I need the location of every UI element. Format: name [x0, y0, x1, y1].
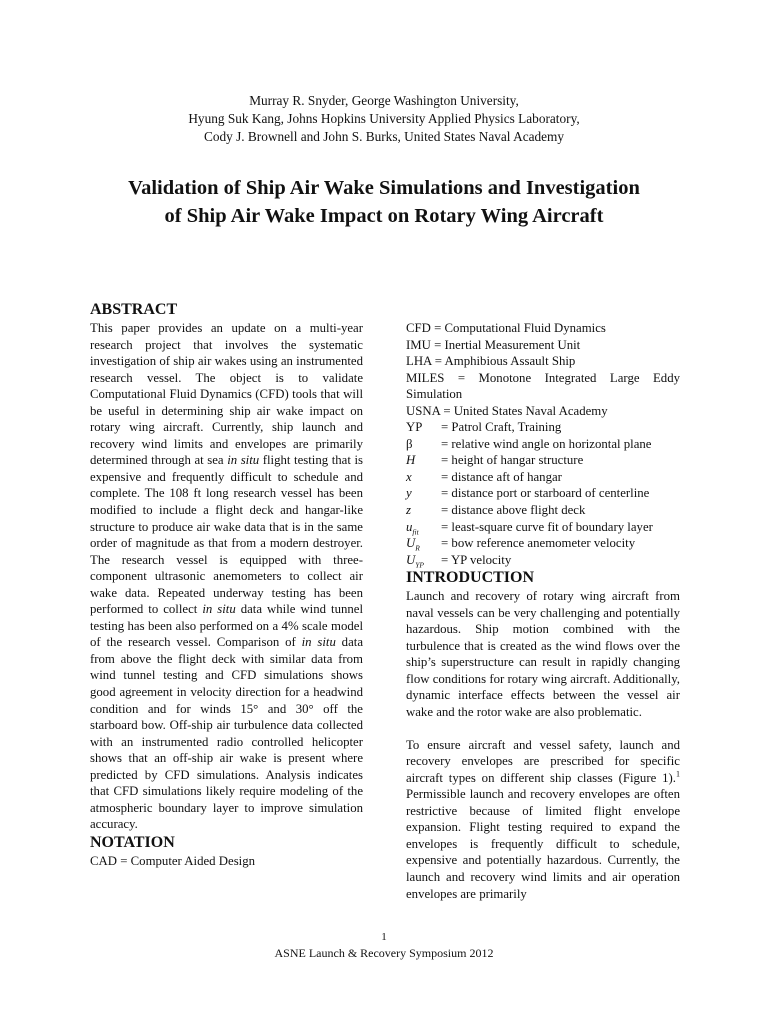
introduction-text-b: Permissible launch and recovery envelopes are often restrictive because of limited flight envelope expansion. Flight testing required to expand the envelopes is frequently difficult to schedule, expensive and potentially hazardous. Currently, the launch and recovery wind limits and air operation envelopes are primarily — [406, 787, 680, 901]
notation-cad: CAD = Computer Aided Design — [90, 853, 256, 868]
notation-definition: = height of hangar structure — [441, 453, 584, 468]
notation-term-subscript: YP — [415, 560, 425, 570]
page-number: 1 — [381, 931, 387, 943]
author-line-1: Murray R. Snyder, George Washington University, — [249, 93, 519, 108]
introduction-heading: INTRODUCTION — [406, 569, 535, 587]
author-line-2: Hyung Suk Kang, Johns Hopkins University Applied Physics Laboratory, — [188, 111, 580, 126]
notation-term-base: U — [406, 536, 416, 551]
notation-cfd: CFD = Computational Fluid Dynamics — [406, 321, 606, 335]
paper-title-line-2: of Ship Air Wake Impact on Rotary Wing Aircraft — [164, 205, 604, 227]
author-line-3: Cody J. Brownell and John S. Burks, United States Naval Academy — [203, 129, 565, 144]
footnote-marker: 1 — [676, 769, 680, 779]
introduction-paragraph-2 — [406, 737, 680, 902]
notation-ufit — [406, 519, 680, 536]
notation-term — [406, 535, 441, 552]
abstract-italic-3: in situ — [301, 635, 336, 650]
abstract-text-3: data while wind tunnel testing has been also performed on a 4% scale model of the research vessel. Comparison of — [90, 602, 364, 650]
abstract-heading: ABSTRACT — [90, 301, 178, 318]
notation-uyp — [406, 552, 680, 569]
notation-heading: NOTATION — [90, 833, 175, 851]
notation-definition: = bow reference anemometer velocity — [441, 536, 636, 551]
notation-beta — [406, 436, 680, 453]
notation-term-subscript: R — [415, 543, 420, 553]
abstract-italic-2: in situ — [202, 602, 236, 617]
notation-definition: = Patrol Craft, Training — [441, 420, 562, 435]
notation-definition: = least-square curve fit of boundary layer — [441, 519, 653, 534]
notation-term: y — [406, 486, 412, 501]
abstract-text-2: flight testing that is expensive and frequently difficult to schedule and complete. The 108 ft long research vessel has been modified to include a flight deck and hangar-like structure to produce air wake data that is in the same order of magnitude as that from a modern destroyer. The research vessel is equipped with three-component ultrasonic anemometers to collect air wake data. Repeated underway testing has been performed to collect — [90, 453, 363, 617]
notation-y — [406, 485, 680, 502]
right-column — [406, 320, 680, 902]
conference-footer: ASNE Launch & Recovery Symposium 2012 — [274, 946, 494, 960]
notation-x — [406, 469, 680, 486]
abstract-italic-1: in situ — [227, 453, 260, 468]
notation-term-base: u — [406, 519, 413, 534]
notation-miles: MILES = Monotone Integrated Large Eddy Simulation — [406, 370, 680, 402]
abstract-text-4: data from above the flight deck with similar data from wind tunnel testing and CFD simulations shows good agreement in velocity direction for a headwind condition and for winds 15° and 30° off the starboard bow. Off-ship air turbulence data collected with an instrumented radio controlled helicopter shows that an off-ship air wake is present where predicted by CFD simulations. Analysis indicates that CFD simulations likely require modeling of the atmospheric boundary layer to improve simulation accuracy. — [90, 635, 363, 832]
notation-term — [406, 519, 441, 536]
notation-term-subscript: fit — [412, 527, 419, 537]
introduction-text-a: To ensure aircraft and vessel safety, launch and recovery envelopes are prescribed for specific aircraft types on different ship classes (Figure 1). — [406, 737, 680, 785]
notation-term: β — [406, 436, 413, 451]
notation-h — [406, 452, 680, 469]
notation-term — [406, 552, 441, 569]
notation-term: x — [406, 469, 412, 484]
notation-definition: = distance port or starboard of centerline — [441, 486, 650, 501]
notation-imu: IMU = Inertial Measurement Unit — [406, 337, 581, 352]
notation-ur — [406, 535, 680, 552]
abstract-paragraph — [90, 320, 363, 833]
paper-title-line-1: Validation of Ship Air Wake Simulations and Investigation — [128, 177, 640, 199]
abstract-text-1: This paper provides an update on a multi-year research project that involves the systematic investigation of ship air wakes using an instrumented research vessel. The object is to validate Computational Fluid Dynamics (CFD) tools that will be useful in determining ship air wake impact on rotary wing aircraft. Currently, ship launch and recovery wind limits and envelopes are primarily determined through at sea — [90, 321, 363, 468]
notation-z — [406, 502, 680, 519]
notation-definition: = YP velocity — [441, 552, 512, 567]
introduction-paragraph-1: Launch and recovery of rotary wing aircraft from naval vessels can be very challenging and potentially hazardous. Ship motion combined with the turbulence that is created as the wind flows over the ship’s superstructure can result in rapidly changing flow conditions for rotary wing aircraft. Additionally, dynamic interface effects between the vessel air wake and the rotor wake are also problematic. — [406, 589, 680, 720]
notation-term: z — [406, 503, 411, 518]
notation-term: YP — [406, 420, 423, 435]
notation-term: H — [406, 453, 416, 468]
left-column — [90, 300, 363, 870]
paper-title — [60, 174, 708, 230]
notation-term-base: U — [406, 552, 416, 567]
notation-definition: = distance above flight deck — [441, 503, 586, 518]
notation-definition: = relative wind angle on horizontal plane — [441, 436, 652, 451]
author-block — [0, 92, 768, 146]
notation-yp — [406, 419, 680, 436]
notation-lha: LHA = Amphibious Assault Ship — [406, 354, 576, 369]
notation-definition: = distance aft of hangar — [441, 469, 562, 484]
notation-usna: USNA = United States Naval Academy — [406, 403, 608, 418]
